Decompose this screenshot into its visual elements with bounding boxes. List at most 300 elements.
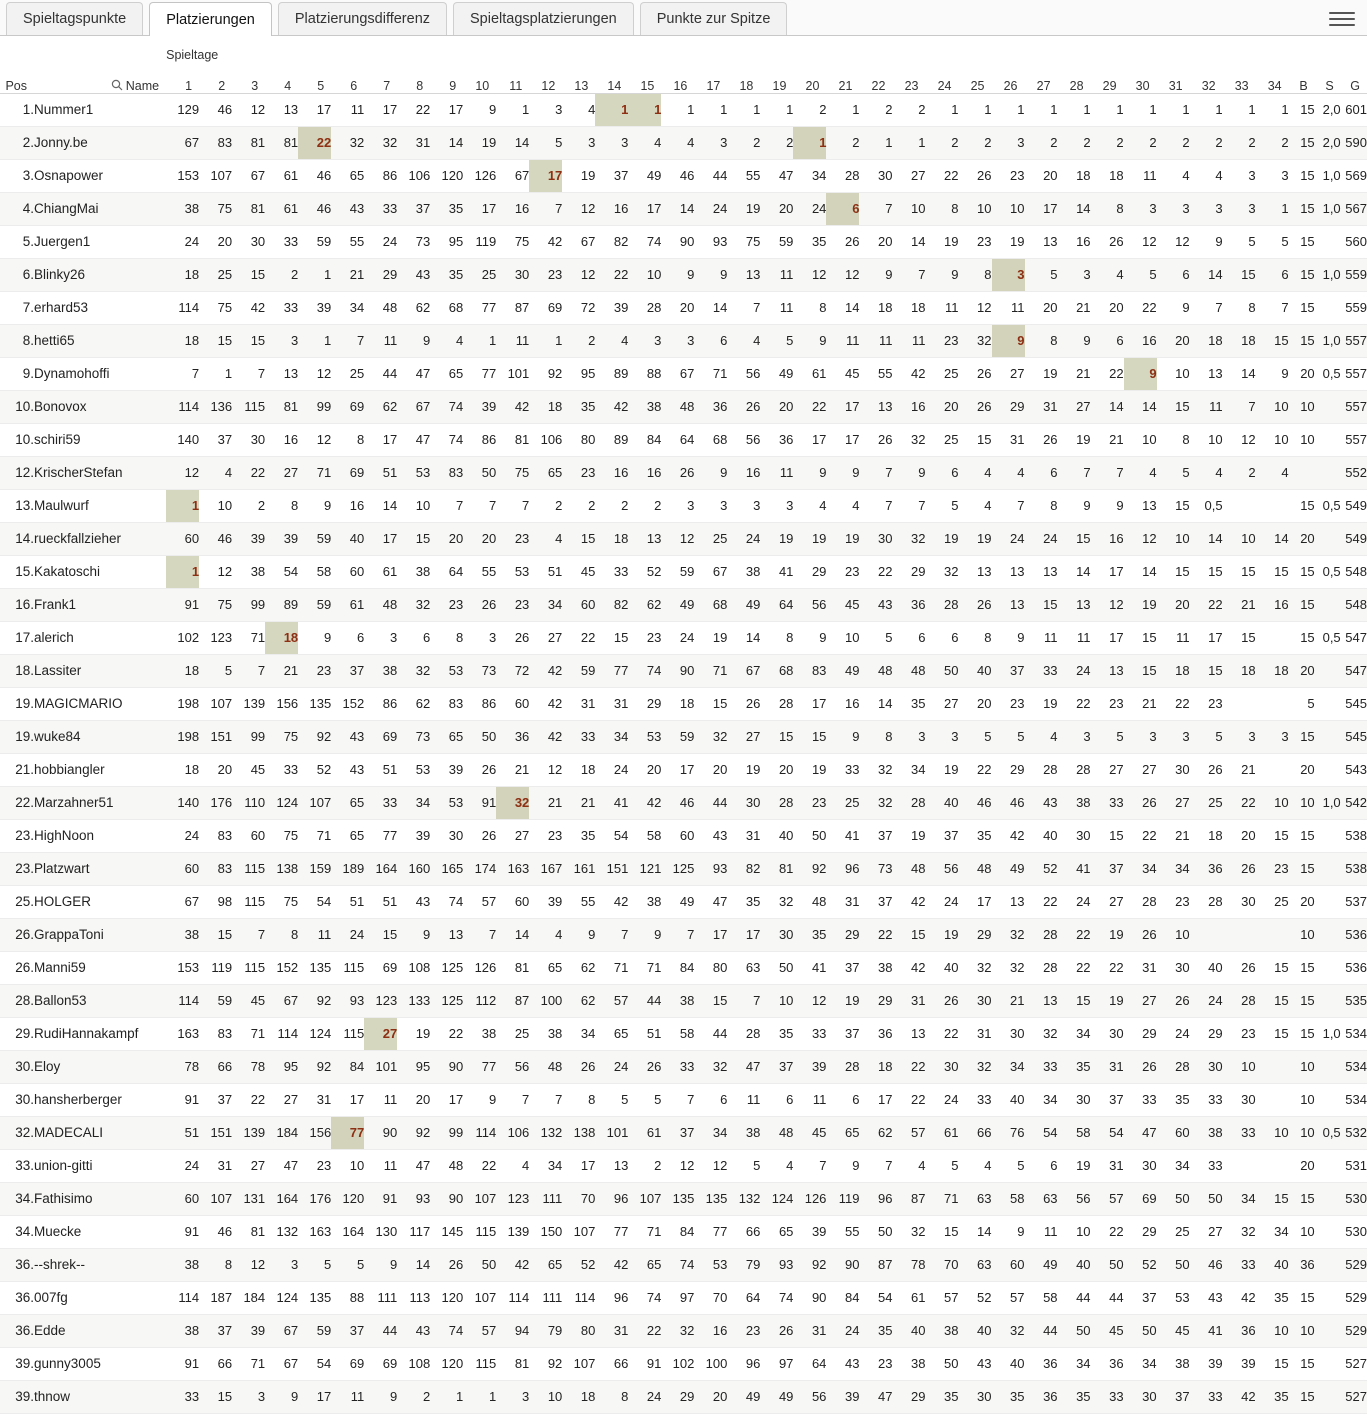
cell-day-6: 93	[349, 993, 365, 1008]
cell-day-33: 1	[1248, 102, 1256, 117]
row-player-name[interactable]: MADECALI	[34, 1125, 104, 1140]
cell-day-14: 34	[613, 729, 629, 744]
table-row[interactable]	[0, 423, 1367, 456]
col-day-27[interactable]: 27	[1025, 71, 1058, 93]
cell-s: 0,5	[1322, 498, 1341, 513]
group-header-row	[0, 38, 1367, 71]
cell-day-22: 18	[877, 300, 893, 315]
cell-day-2: 20	[217, 762, 233, 777]
cell-day-19: 36	[778, 432, 794, 447]
cell-day-18: 67	[745, 663, 761, 678]
cell-day-33: 2	[1248, 135, 1256, 150]
table-row[interactable]	[0, 456, 1367, 489]
cell-day-4: 33	[283, 762, 299, 777]
col-day-18[interactable]: 18	[727, 71, 760, 93]
cell-day-26: 4	[1017, 465, 1025, 480]
col-day-28[interactable]: 28	[1058, 71, 1091, 93]
cell-day-32: 18	[1208, 333, 1223, 348]
cell-day-9: 35	[448, 201, 464, 216]
cell-day-1: 198	[177, 729, 200, 744]
cell-day-28: 19	[1076, 432, 1091, 447]
cell-day-14: 42	[613, 399, 629, 414]
table-row[interactable]	[0, 654, 1367, 687]
cell-day-18: 3	[753, 498, 761, 513]
cell-day-9: 99	[448, 1125, 464, 1140]
cell-day-3: 27	[250, 1158, 266, 1173]
cell-day-28: 24	[1076, 663, 1091, 678]
cell-day-5: 176	[309, 1191, 332, 1206]
cell-day-1: 38	[184, 201, 200, 216]
cell-day-32: 30	[1208, 1059, 1223, 1074]
col-day-1[interactable]: 1	[166, 71, 199, 93]
table-row[interactable]	[0, 1380, 1367, 1413]
cell-day-14: 16	[613, 465, 629, 480]
cell-day-12: 111	[542, 1191, 563, 1206]
cell-s	[1315, 819, 1341, 852]
cell-day-17: 24	[712, 201, 728, 216]
cell-day-28: 44	[1076, 1290, 1091, 1305]
cell-day-23: 9	[918, 465, 926, 480]
cell-day-29: 7	[1116, 465, 1124, 480]
cell-day-23: 15	[911, 927, 926, 942]
cell-day-34: 14	[1274, 531, 1289, 546]
table-row[interactable]	[0, 1017, 1367, 1050]
col-day-25[interactable]: 25	[958, 71, 991, 93]
row-player-name[interactable]: Blinky26	[34, 267, 86, 282]
col-day-17[interactable]: 17	[694, 71, 727, 93]
cell-g: 557	[1345, 432, 1367, 447]
cell-day-10: 26	[481, 828, 497, 843]
row-player-name[interactable]: thnow	[34, 1389, 71, 1404]
row-player-name[interactable]: --shrek--	[34, 1257, 86, 1272]
cell-g: 548	[1345, 564, 1367, 579]
row-position: 28.	[15, 993, 35, 1008]
cell-day-10: 107	[474, 1191, 497, 1206]
cell-day-8: 47	[415, 1158, 431, 1173]
cell-day-32: 39	[1208, 1356, 1223, 1371]
row-player-name[interactable]: Jonny.be	[34, 135, 88, 150]
cell-day-21: 11	[845, 333, 860, 348]
table-row[interactable]	[0, 918, 1367, 951]
table-row[interactable]	[0, 93, 1367, 126]
cell-day-18: 75	[745, 234, 761, 249]
cell-day-5: 58	[316, 564, 332, 579]
table-row[interactable]	[0, 1314, 1367, 1347]
table-row[interactable]	[0, 555, 1367, 588]
table-row[interactable]	[0, 753, 1367, 786]
cell-day-13: 59	[580, 663, 596, 678]
cell-s: 1,0	[1322, 201, 1341, 216]
cell-day-27: 58	[1043, 1290, 1058, 1305]
cell-day-33: 14	[1241, 366, 1256, 381]
row-player-name[interactable]: rueckfallzieher	[34, 531, 122, 546]
table-row[interactable]	[0, 1116, 1367, 1149]
cell-day-29: 44	[1109, 1290, 1124, 1305]
col-day-29[interactable]: 29	[1091, 71, 1124, 93]
cell-day-32: 23	[1208, 696, 1223, 711]
col-name[interactable]	[34, 71, 166, 93]
col-day-4[interactable]: 4	[265, 71, 298, 93]
cell-day-3: 110	[244, 795, 266, 810]
table-row[interactable]	[0, 621, 1367, 654]
cell-day-21: 9	[852, 729, 860, 744]
cell-day-30: 3	[1149, 201, 1157, 216]
row-player-name[interactable]: hobbiangler	[34, 762, 105, 777]
col-day-23[interactable]: 23	[892, 71, 925, 93]
cell-day-5: 12	[316, 432, 332, 447]
cell-day-14: 4	[621, 333, 629, 348]
col-day-13[interactable]: 13	[562, 71, 595, 93]
row-player-name[interactable]: Manni59	[34, 960, 86, 975]
cell-b: 15	[1300, 300, 1315, 315]
col-day-33[interactable]: 33	[1223, 71, 1256, 93]
row-player-name[interactable]: Nummer1	[34, 102, 94, 117]
col-day-21[interactable]: 21	[826, 71, 859, 93]
cell-day-32: 9	[1215, 234, 1223, 249]
col-day-22[interactable]: 22	[859, 71, 892, 93]
cell-day-6: 43	[349, 729, 365, 744]
row-player-name[interactable]: wuke84	[34, 729, 81, 744]
row-player-name[interactable]: Marzahner51	[34, 795, 114, 810]
cell-s	[1315, 291, 1341, 324]
table-row[interactable]	[0, 1083, 1367, 1116]
cell-day-24: 28	[944, 597, 959, 612]
row-player-name[interactable]: HOLGER	[34, 894, 92, 909]
row-player-name[interactable]: Juergen1	[34, 234, 91, 249]
cell-day-24: 9	[951, 267, 959, 282]
row-player-name[interactable]: gunny3005	[34, 1356, 101, 1371]
cell-g: 527	[1345, 1356, 1367, 1371]
col-day-20[interactable]: 20	[793, 71, 826, 93]
cell-day-3: 115	[244, 861, 266, 876]
cell-day-26: 42	[1010, 828, 1025, 843]
table-row[interactable]	[0, 1248, 1367, 1281]
cell-day-18: 38	[745, 564, 761, 579]
table-row[interactable]	[0, 1215, 1367, 1248]
cell-day-27: 31	[1043, 399, 1058, 414]
table-row[interactable]	[0, 588, 1367, 621]
cell-day-30: 31	[1142, 960, 1157, 975]
cell-day-10: 7	[489, 927, 497, 942]
cell-day-29: 15	[1109, 828, 1124, 843]
cell-day-27: 43	[1043, 795, 1058, 810]
cell-day-1: 24	[184, 1158, 200, 1173]
row-player-name[interactable]: erhard53	[34, 300, 89, 315]
cell-day-8: 108	[408, 960, 431, 975]
cell-day-34: 3	[1281, 168, 1289, 183]
cell-b	[1289, 456, 1315, 489]
cell-day-33: 33	[1241, 1257, 1256, 1272]
cell-day-10: 126	[474, 960, 497, 975]
cell-day-15: 49	[646, 168, 662, 183]
cell-day-8: 113	[409, 1290, 431, 1305]
cell-day-17: 70	[712, 1290, 728, 1305]
table-row[interactable]	[0, 1182, 1367, 1215]
col-day-31[interactable]: 31	[1157, 71, 1190, 93]
cell-day-22: 7	[885, 1158, 893, 1173]
table-row[interactable]	[0, 324, 1367, 357]
cell-day-34: 18	[1274, 663, 1289, 678]
cell-day-28: 40	[1076, 1257, 1091, 1272]
cell-day-29: 8	[1116, 201, 1124, 216]
row-position: 12.	[15, 465, 35, 480]
cell-day-9: 90	[448, 1191, 464, 1206]
cell-day-27: 49	[1043, 1257, 1058, 1272]
cell-day-29: 17	[1109, 630, 1124, 645]
table-row[interactable]	[0, 159, 1367, 192]
cell-day-25: 15	[977, 432, 992, 447]
cell-day-4: 164	[276, 1191, 299, 1206]
cell-day-1: 114	[178, 993, 200, 1008]
hamburger-menu-icon[interactable]	[1329, 8, 1355, 28]
cell-day-8: 117	[409, 1224, 431, 1239]
cell-day-12: 69	[547, 300, 563, 315]
cell-day-17: 93	[712, 861, 728, 876]
cell-day-31: 15	[1175, 498, 1190, 513]
cell-day-30: 29	[1142, 1026, 1157, 1041]
row-player-name[interactable]: 007fg	[34, 1290, 68, 1305]
table-row[interactable]	[0, 687, 1367, 720]
cell-day-20: 45	[811, 1125, 827, 1140]
row-player-name[interactable]: Dynamohoffi	[34, 366, 110, 381]
table-row[interactable]	[0, 1149, 1367, 1182]
col-s[interactable]: S	[1315, 71, 1341, 93]
col-day-14[interactable]: 14	[595, 71, 628, 93]
cell-day-1: 114	[178, 399, 200, 414]
table-row[interactable]	[0, 852, 1367, 885]
row-player-name[interactable]: hetti65	[34, 333, 75, 348]
cell-day-17: 25	[712, 531, 728, 546]
cell-day-7: 9	[389, 1257, 398, 1272]
cell-day-21: 12	[844, 267, 860, 282]
cell-day-24: 27	[944, 696, 959, 711]
cell-day-13: 107	[573, 1224, 596, 1239]
cell-day-10: 3	[489, 630, 497, 645]
cell-day-13: 72	[580, 300, 596, 315]
tab-platzierungen[interactable]: Platzierungen	[149, 2, 272, 36]
search-icon[interactable]	[111, 79, 123, 94]
col-day-15[interactable]: 15	[628, 71, 661, 93]
cell-day-20: 50	[811, 828, 827, 843]
cell-b: 20	[1300, 1158, 1315, 1173]
cell-day-20: 7	[819, 1158, 827, 1173]
cell-day-14: 33	[613, 564, 629, 579]
cell-s	[1315, 654, 1341, 687]
cell-day-13: 161	[573, 861, 596, 876]
row-player-name[interactable]: MAGICMARIO	[34, 696, 123, 711]
table-row[interactable]	[0, 522, 1367, 555]
col-day-26[interactable]: 26	[992, 71, 1025, 93]
cell-day-15: 61	[646, 1125, 662, 1140]
table-row[interactable]	[0, 1281, 1367, 1314]
cell-day-32	[1190, 918, 1223, 951]
cell-s: 1,0	[1322, 795, 1341, 810]
cell-day-26: 1	[1017, 102, 1025, 117]
cell-day-6: 84	[349, 1059, 365, 1074]
cell-day-28: 35	[1076, 1059, 1091, 1074]
tab-platzierungsdifferenz[interactable]: Platzierungsdifferenz	[278, 2, 447, 35]
cell-day-21: 24	[844, 1323, 860, 1338]
row-player-name[interactable]: Fathisimo	[34, 1191, 93, 1206]
col-day-8[interactable]: 8	[397, 71, 430, 93]
cell-day-26: 60	[1010, 1257, 1025, 1272]
cell-day-34	[1256, 621, 1289, 654]
cell-day-17: 20	[712, 762, 728, 777]
cell-day-4: 89	[283, 597, 299, 612]
col-day-19[interactable]: 19	[760, 71, 793, 93]
col-day-24[interactable]: 24	[925, 71, 958, 93]
row-player-name[interactable]: schiri59	[34, 432, 81, 447]
row-player-name[interactable]: Eloy	[34, 1059, 61, 1074]
col-day-5[interactable]: 5	[298, 71, 331, 93]
cell-day-3: 115	[244, 894, 266, 909]
cell-day-9: 22	[448, 1026, 464, 1041]
cell-day-29: 12	[1109, 597, 1124, 612]
col-day-10[interactable]: 10	[463, 71, 496, 93]
cell-s	[1315, 951, 1341, 984]
cell-day-24: 19	[944, 531, 959, 546]
row-player-name[interactable]: Platzwart	[34, 861, 90, 876]
cell-day-24: 19	[944, 234, 959, 249]
cell-day-29: 31	[1109, 1059, 1124, 1074]
row-position: 13.	[15, 498, 35, 513]
cell-day-11: 81	[514, 1356, 530, 1371]
row-player-name[interactable]: Osnapower	[34, 168, 104, 183]
cell-day-27: 6	[1050, 465, 1058, 480]
cell-day-33: 33	[1241, 1125, 1256, 1140]
cell-day-25: 20	[977, 696, 992, 711]
col-day-32[interactable]: 32	[1190, 71, 1223, 93]
row-player-name[interactable]: KrischerStefan	[34, 465, 123, 480]
cell-day-1: 24	[184, 234, 200, 249]
col-day-6[interactable]: 6	[331, 71, 364, 93]
table-row[interactable]	[0, 1050, 1367, 1083]
table-row[interactable]	[0, 1347, 1367, 1380]
cell-day-7: 123	[375, 993, 398, 1008]
cell-day-17: 6	[720, 1092, 728, 1107]
cell-day-26: 24	[1010, 531, 1025, 546]
tab-spieltagsplatzierungen[interactable]: Spieltagsplatzierungen	[453, 2, 634, 35]
cell-day-14: 77	[613, 1224, 629, 1239]
cell-day-10: 55	[481, 564, 497, 579]
cell-day-3: 22	[250, 1092, 266, 1107]
cell-day-33: 3	[1248, 729, 1256, 744]
cell-s: 1,0	[1322, 267, 1341, 282]
row-player-name[interactable]: Muecke	[34, 1224, 82, 1239]
table-row[interactable]	[0, 357, 1367, 390]
cell-day-15: 74	[646, 1290, 662, 1305]
cell-day-31: 28	[1175, 1059, 1190, 1074]
table-row[interactable]	[0, 984, 1367, 1017]
cell-day-31: 15	[1175, 564, 1190, 579]
col-day-9[interactable]: 9	[430, 71, 463, 93]
col-pos[interactable]: Pos	[0, 71, 34, 93]
cell-day-33: 3	[1248, 201, 1256, 216]
row-player-name[interactable]: Bonovox	[34, 399, 87, 414]
cell-day-16: 90	[679, 234, 695, 249]
col-day-2[interactable]: 2	[199, 71, 232, 93]
row-player-name[interactable]: Kakatoschi	[34, 564, 101, 579]
row-player-name[interactable]: Frank1	[34, 597, 77, 612]
cell-day-32: 41	[1208, 1323, 1223, 1338]
cell-day-19: 20	[778, 762, 794, 777]
cell-day-28: 3	[1083, 729, 1091, 744]
col-day-3[interactable]: 3	[232, 71, 265, 93]
cell-day-13: 33	[580, 729, 596, 744]
row-player-name[interactable]: hansherberger	[34, 1092, 122, 1107]
table-row[interactable]	[0, 786, 1367, 819]
table-row[interactable]	[0, 885, 1367, 918]
cell-day-7: 32	[382, 135, 398, 150]
row-player-name[interactable]: union-gitti	[34, 1158, 93, 1173]
cell-day-11: 114	[508, 1290, 530, 1305]
col-day-11[interactable]: 11	[496, 71, 529, 93]
row-player-name[interactable]: Ballon53	[34, 993, 87, 1008]
table-row[interactable]	[0, 819, 1367, 852]
col-day-34[interactable]: 34	[1256, 71, 1289, 93]
cell-day-4: 124	[276, 1290, 299, 1305]
cell-day-1: 102	[177, 630, 200, 645]
cell-day-34: 6	[1281, 267, 1289, 282]
col-b[interactable]: B	[1289, 71, 1315, 93]
col-day-30[interactable]: 30	[1124, 71, 1157, 93]
tab-punkte-zur-spitze[interactable]: Punkte zur Spitze	[640, 2, 788, 35]
cell-day-21: 31	[844, 894, 860, 909]
table-row[interactable]	[0, 390, 1367, 423]
row-position: 36.	[15, 1290, 35, 1305]
cell-day-26: 27	[1010, 366, 1025, 381]
row-player-name[interactable]: Edde	[34, 1323, 66, 1338]
table-row[interactable]	[0, 489, 1367, 522]
table-row[interactable]	[0, 291, 1367, 324]
table-row[interactable]	[0, 951, 1367, 984]
table-row[interactable]	[0, 126, 1367, 159]
col-g[interactable]: G	[1341, 71, 1367, 93]
cell-day-32: 15	[1208, 564, 1223, 579]
row-player-name[interactable]: HighNoon	[34, 828, 95, 843]
row-player-name[interactable]: RudiHannakampf	[34, 1026, 139, 1041]
row-player-name[interactable]: GrappaToni	[34, 927, 104, 942]
cell-day-5: 135	[309, 960, 332, 975]
cell-day-27: 33	[1043, 663, 1058, 678]
row-player-name[interactable]: Maulwurf	[34, 498, 89, 513]
cell-s	[1315, 1281, 1341, 1314]
table-row[interactable]	[0, 192, 1367, 225]
cell-day-6: 60	[349, 564, 365, 579]
cell-day-3: 71	[250, 1356, 266, 1371]
col-day-12[interactable]: 12	[529, 71, 562, 93]
cell-day-8: 2	[423, 1389, 431, 1404]
row-player-name[interactable]: ChiangMai	[34, 201, 99, 216]
table-row[interactable]	[0, 258, 1367, 291]
table-row[interactable]	[0, 225, 1367, 258]
tab-spieltagspunkte[interactable]: Spieltagspunkte	[6, 2, 143, 35]
col-day-7[interactable]: 7	[364, 71, 397, 93]
row-player-name[interactable]: alerich	[34, 630, 74, 645]
cell-day-14: 54	[613, 828, 629, 843]
cell-day-21: 65	[844, 1125, 860, 1140]
cell-day-32: 50	[1208, 1191, 1223, 1206]
table-row[interactable]	[0, 720, 1367, 753]
cell-day-24: 26	[944, 993, 959, 1008]
row-player-name[interactable]: Lassiter	[34, 663, 82, 678]
cell-s	[1315, 1248, 1341, 1281]
cell-s	[1315, 1380, 1341, 1413]
cell-day-21: 96	[844, 861, 860, 876]
cell-day-30: 27	[1142, 993, 1157, 1008]
cell-day-9: 120	[441, 1356, 464, 1371]
col-day-16[interactable]: 16	[661, 71, 694, 93]
